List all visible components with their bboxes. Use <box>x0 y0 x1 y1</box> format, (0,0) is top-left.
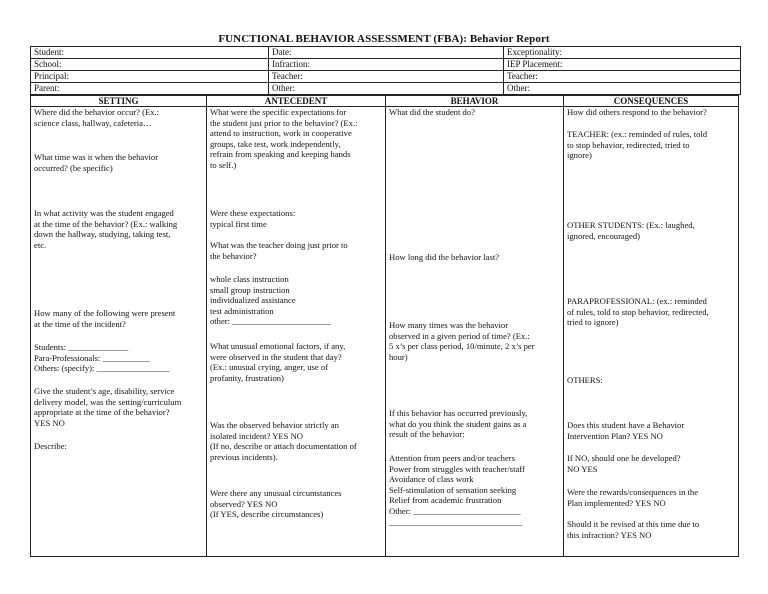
setting-counts: Students: ______________ Para-Professionals: ___________ Others: (specify): _________________ <box>34 342 170 374</box>
school-field[interactable]: School: <box>31 59 269 70</box>
setting-describe: Describe: <box>34 441 67 451</box>
parent-field[interactable]: Parent: <box>31 83 269 94</box>
antecedent-expectation-type: Were these expectations: typical first time <box>210 208 296 229</box>
consequences-bip: Does this student have a Behavior Intervention Plan? YES NO <box>567 420 685 441</box>
setting-column <box>31 96 207 556</box>
behavior-gain-options: Attention from peers and/or teachers Power from struggles with teacher/staff Avoidance of class work Self-stimulation of sensation seeking Relief from academic frustration Other: _________________________ _______________________________ <box>389 453 525 527</box>
setting-present: How many of the following were present at the time of the incident? <box>34 308 176 329</box>
student-field[interactable]: Student: <box>31 47 269 58</box>
setting-time: What time was it when the behavior occurred? (be specific) <box>34 152 159 173</box>
header-info-table <box>30 46 741 95</box>
antecedent-isolated-incident: Was the observed behavior strictly an isolated incident? YES NO (If no, describe or attach documentation of previous incidents). <box>210 420 357 462</box>
consequences-other-students: OTHER STUDENTS: (Ex.: laughed, ignored, encouraged) <box>567 220 695 241</box>
consequences-revised: Should it be revised at this time due to this infraction? YES NO <box>567 519 700 540</box>
header-row <box>31 47 740 58</box>
antecedent-column <box>207 96 386 556</box>
iep-placement-field[interactable]: IEP Placement: <box>507 59 563 69</box>
header-row <box>31 58 740 70</box>
consequences-plan-implemented: Were the rewards/consequences in the Plan implemented? YES NO <box>567 487 699 508</box>
behavior-what: What did the student do? <box>389 107 475 117</box>
behavior-gains: If this behavior has occurred previously, what do you think the student gains as a result of the behavior: <box>389 408 528 440</box>
consequences-others: OTHERS: <box>567 375 603 385</box>
antecedent-heading: ANTECEDENT <box>207 96 385 107</box>
infraction-field[interactable]: Infraction: <box>269 59 504 70</box>
document-title: FUNCTIONAL BEHAVIOR ASSESSMENT (FBA): Behavior Report <box>218 33 550 45</box>
header-row <box>31 70 740 82</box>
other-field[interactable]: Other: <box>269 83 504 94</box>
antecedent-instruction-options: whole class instruction small group instruction individualized assistance test administration other: _______________________ <box>210 274 332 327</box>
fba-main-table <box>30 95 739 557</box>
setting-heading: SETTING <box>31 96 206 107</box>
other-field-2[interactable]: Other: <box>507 83 530 93</box>
setting-where: Where did the behavior occur? (Ex.: science class, hallway, cafeteria… <box>34 107 160 128</box>
consequences-column <box>564 96 738 556</box>
consequences-develop: If NO, should one be developed? NO YES <box>567 453 681 474</box>
behavior-heading: BEHAVIOR <box>386 96 563 107</box>
principal-field[interactable]: Principal: <box>31 71 269 82</box>
consequences-paraprofessional: PARAPROFESSIONAL: (ex.: reminded of rules, told to stop behavior, redirected, tried to ignore) <box>567 296 709 328</box>
setting-activity: In what activity was the student engaged at the time of the behavior? (Ex.: walking down the hallway, studying, taking test, etc. <box>34 208 178 250</box>
antecedent-teacher-doing: What was the teacher doing just prior to the behavior? <box>210 240 348 261</box>
teacher-field[interactable]: Teacher: <box>269 71 504 82</box>
behavior-frequency: How many times was the behavior observed in a given period of time? (Ex.: 5 x’s per class period, 10/minute, 2 x’s per hour) <box>389 320 535 362</box>
exceptionality-field[interactable]: Exceptionality: <box>507 47 562 57</box>
consequences-heading: CONSEQUENCES <box>564 96 738 107</box>
antecedent-expectations: What were the specific expectations for the student just prior to the behavior? (Ex.: attend to instruction, work in cooperative groups, take test, work independently, refrain from speaking and keeping hands to self.) <box>210 107 358 170</box>
setting-student-info: Give the student’s age, disability, service delivery model, was the setting/curriculum appropriate at the time of the behavior? YES NO <box>34 386 182 428</box>
consequences-others-respond: How did others respond to the behavior? <box>567 107 707 117</box>
behavior-duration: How long did the behavior last? <box>389 252 500 262</box>
behavior-column <box>386 96 564 556</box>
consequences-teacher: TEACHER: (ex.: reminded of rules, told to stop behavior, redirected, tried to ignore) <box>567 129 708 161</box>
teacher-field-2[interactable]: Teacher: <box>507 71 538 81</box>
antecedent-unusual-circumstances: Were there any unusual circumstances observed? YES NO (If YES, describe circumstances) <box>210 488 342 520</box>
date-field[interactable]: Date: <box>269 47 504 58</box>
antecedent-emotional-factors: What unusual emotional factors, if any, were observed in the student that day? (Ex.: unusual crying, anger, use of profanity, frustration) <box>210 341 346 383</box>
header-row <box>31 82 740 94</box>
